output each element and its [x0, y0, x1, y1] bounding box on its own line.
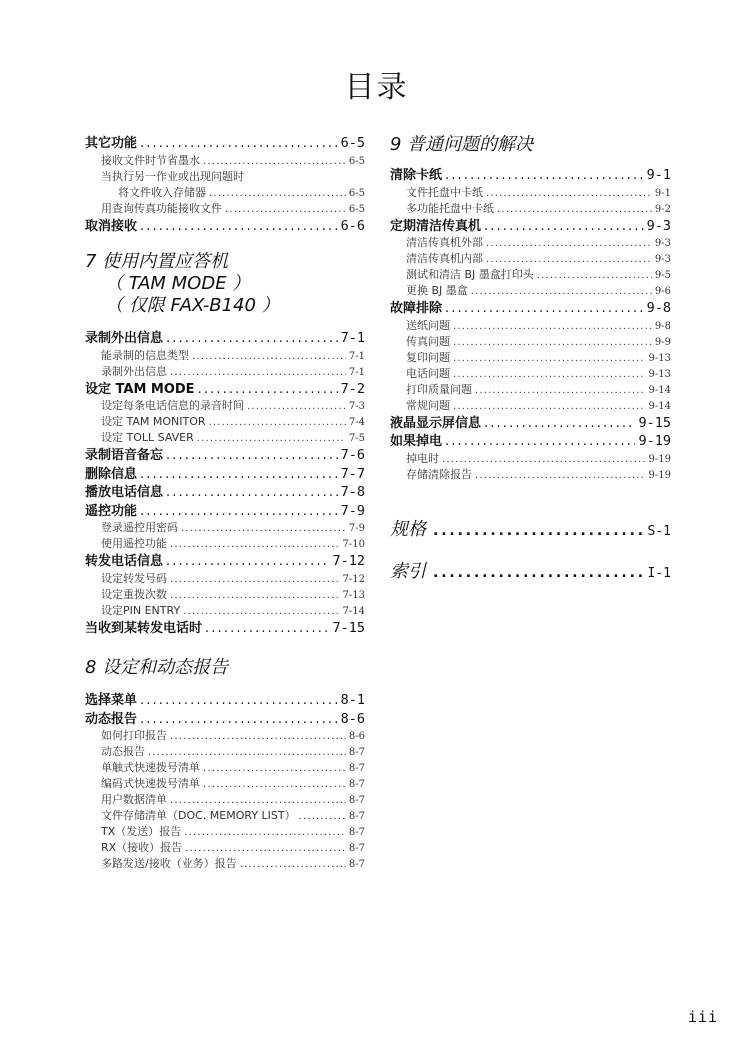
- chapter-heading-line: （ 仅限 FAX-B140 ）: [105, 295, 280, 316]
- leader-dots: [166, 484, 338, 502]
- toc-entry-label: 清洁传真机内部: [406, 252, 483, 265]
- leader-dots: [166, 447, 338, 465]
- toc-entry-label: 文件存储清单（DOC. MEMORY LIST）: [101, 809, 296, 822]
- toc-entry-page: 8-7: [348, 779, 365, 790]
- toc-subsection-entry[interactable]: [85, 201, 365, 217]
- toc-entry-page: 7-5: [348, 433, 365, 444]
- toc-entry-label: 遥控功能: [85, 503, 138, 519]
- toc-subsection-entry[interactable]: [390, 235, 671, 251]
- toc-entry-label: 使用遥控功能: [101, 537, 167, 550]
- leader-dots: [192, 349, 346, 364]
- toc-section-entry[interactable]: [85, 483, 365, 502]
- toc-entry-page: 7-9: [340, 502, 365, 519]
- toc-subsection-entry[interactable]: [85, 792, 365, 808]
- toc-entry-label: 存储清除报告: [406, 467, 472, 481]
- toc-entry-page: 7-3: [348, 401, 365, 412]
- leader-dots: [537, 268, 652, 283]
- chapter-8-entries: [85, 691, 365, 872]
- leader-dots: [170, 537, 340, 552]
- toc-subsection-entry[interactable]: [85, 603, 365, 619]
- toc-subsection-entry[interactable]: [85, 824, 365, 840]
- toc-entry-label: 故障排除: [390, 301, 443, 316]
- toc-entry-page: 9-8: [654, 320, 671, 332]
- leader-dots: [433, 558, 645, 587]
- toc-subsection-entry[interactable]: [390, 350, 671, 366]
- toc-entry-label: 更换 BJ 墨盒: [406, 284, 468, 297]
- leader-dots: [497, 202, 652, 217]
- toc-entry-label: 取消接收: [85, 218, 138, 234]
- toc-entry-page: 6-5: [348, 187, 365, 199]
- toc-section-entry[interactable]: [85, 502, 365, 521]
- toc-entry-label: 清洁传真机外部: [406, 236, 483, 249]
- chapter-7-heading: [85, 251, 365, 317]
- toc-section-entry[interactable]: [85, 446, 365, 465]
- toc-section-entry[interactable]: [85, 619, 365, 638]
- toc-entry-label: 播放电话信息: [85, 485, 164, 500]
- toc-entry-label: 如果掉电: [390, 434, 443, 449]
- toc-subsection-entry[interactable]: [390, 267, 671, 283]
- leader-dots: [198, 381, 338, 399]
- toc-entry-page: 8-6: [348, 731, 365, 742]
- toc-section-entry[interactable]: [85, 710, 365, 729]
- toc-entry-label: 设定 TOLL SAVER: [101, 431, 194, 444]
- toc-section-entry[interactable]: [85, 217, 365, 236]
- toc-subsection-entry[interactable]: [85, 364, 365, 380]
- toc-entry-label: 常规问题: [406, 398, 450, 412]
- toc-subsection-entry[interactable]: [390, 366, 671, 382]
- leader-dots: [170, 572, 340, 587]
- toc-entry-page: 7-13: [342, 589, 365, 601]
- toc-entry-label: RX（接收）报告: [101, 841, 183, 854]
- leader-dots: [166, 330, 338, 348]
- toc-entry-page: 7-2: [340, 380, 365, 397]
- leader-dots: [442, 452, 646, 467]
- toc-entry-label: 删除信息: [85, 466, 138, 482]
- toc-entry-page: I-1: [647, 565, 671, 581]
- toc-entry-page: 7-1: [348, 350, 365, 362]
- toc-entry-label: 定期清洁传真机: [390, 218, 482, 234]
- toc-entry-page: 9-19: [648, 469, 671, 481]
- leader-dots: [247, 399, 346, 414]
- toc-entry-page: 9-6: [654, 286, 671, 297]
- toc-section-entry[interactable]: [85, 552, 365, 571]
- toc-subsection-entry[interactable]: [85, 398, 365, 414]
- leader-dots: [183, 604, 339, 619]
- toc-entry-label: 传真问题: [406, 334, 450, 348]
- toc-entry-page: 9-13: [648, 368, 671, 380]
- toc-entry-page: 9-5: [654, 270, 671, 281]
- toc-entry-page: 9-2: [654, 203, 671, 215]
- toc-entry-label: TX（发送）报告: [101, 825, 182, 838]
- toc-entry-page: 9-3: [654, 238, 671, 249]
- toc-subsection-entry[interactable]: [390, 283, 671, 299]
- page-number: iii: [688, 1008, 719, 1026]
- chapter-heading-line: 9 普通问题的解决: [390, 134, 534, 155]
- toc-section-entry[interactable]: [85, 465, 365, 484]
- leader-dots: [240, 857, 346, 872]
- leader-dots: [445, 433, 635, 451]
- leader-dots: [197, 431, 346, 446]
- toc-entry-page: 7-7: [340, 465, 365, 482]
- leader-dots: [445, 167, 644, 185]
- leader-dots: [140, 503, 338, 521]
- leader-dots: [486, 252, 652, 267]
- leader-dots: [475, 468, 646, 483]
- leader-dots: [203, 777, 346, 792]
- toc-top-entries: [85, 134, 365, 235]
- toc-entry-page: 8-7: [348, 795, 365, 806]
- toc-entry-page: 9-3: [654, 254, 671, 265]
- toc-section-entry[interactable]: [85, 134, 365, 153]
- leader-dots: [170, 365, 346, 380]
- toc-entry-label: 设定PIN ENTRY: [101, 603, 181, 617]
- toc-subsection-entry[interactable]: [390, 451, 671, 467]
- toc-entry-page: 8-7: [348, 843, 365, 854]
- toc-subsection-entry[interactable]: [85, 856, 365, 872]
- toc-subsection-entry[interactable]: [85, 153, 365, 169]
- leader-dots: [181, 521, 346, 536]
- chapter-9-entries: [390, 166, 671, 483]
- toc-entry-page: 9-19: [648, 453, 671, 465]
- toc-entry-label: 设定每条电话信息的录音时间: [101, 399, 244, 412]
- toc-subsection-entry[interactable]: [390, 201, 671, 217]
- leader-dots: [453, 351, 646, 366]
- leader-dots: [140, 711, 338, 729]
- toc-entry-page: 7-9: [348, 523, 365, 534]
- chapter-heading-line: 8 设定和动态报告: [85, 657, 229, 678]
- toc-entry-label: 索引: [390, 560, 426, 582]
- toc-entry-page: 9-15: [638, 414, 671, 431]
- leader-dots: [453, 319, 652, 334]
- leader-dots: [225, 202, 346, 217]
- toc-entry-label: 液晶显示屏信息: [390, 415, 482, 431]
- leader-dots: [209, 186, 346, 201]
- toc-subsection-entry[interactable]: [85, 185, 365, 201]
- toc-entry-label: 用查询传真功能接收文件: [101, 201, 222, 215]
- leader-dots: [453, 335, 652, 350]
- toc-entry-label: 登录遥控用密码: [101, 521, 178, 534]
- leader-dots: [209, 415, 346, 430]
- toc-subsection-entry[interactable]: [390, 334, 671, 350]
- toc-subsection-entry[interactable]: [390, 398, 671, 414]
- toc-entry-label: 录制外出信息: [85, 331, 164, 346]
- leader-dots: [484, 218, 644, 236]
- toc-entry-page: 9-3: [646, 217, 671, 234]
- chapter-heading-line: （ TAM MODE ）: [105, 273, 251, 294]
- toc-entry-label: 转发电话信息: [85, 554, 164, 569]
- toc-entry-label: 设定 TAM MODE: [85, 381, 195, 397]
- leader-dots: [205, 620, 329, 638]
- toc-entry-label: 多功能托盘中卡纸: [406, 201, 494, 215]
- toc-subsection-entry[interactable]: [390, 382, 671, 398]
- toc-entry-label: 用户数据清单: [101, 793, 167, 806]
- toc-entry-page: 8-7: [348, 747, 365, 758]
- leader-dots: [140, 135, 338, 153]
- toc-subsection-entry[interactable]: [85, 808, 365, 824]
- toc-entry-index[interactable]: [390, 557, 671, 587]
- toc-entry-page: 7-4: [348, 417, 365, 428]
- chapter-8-heading: [85, 657, 365, 679]
- toc-entry-label: 录制外出信息: [101, 364, 167, 378]
- toc-subsection-entry[interactable]: [85, 744, 365, 760]
- toc-right-column: [390, 134, 671, 587]
- leader-dots: [140, 692, 338, 710]
- toc-subsection-entry[interactable]: [85, 571, 365, 587]
- leader-dots: [148, 745, 346, 760]
- toc-entry-page: 6-5: [348, 203, 365, 215]
- toc-entry-page: 7-10: [342, 539, 365, 550]
- toc-entry-page: 6-5: [340, 135, 365, 151]
- toc-entry-page: 9-8: [646, 300, 671, 316]
- chapter-7-entries: [85, 329, 365, 637]
- toc-subsection-entry[interactable]: [85, 536, 365, 552]
- toc-entry-label: 将文件收入存储器: [118, 185, 206, 199]
- leader-dots: [203, 154, 346, 169]
- toc-entry-page: 9-14: [648, 400, 671, 412]
- toc-entry-specs[interactable]: [390, 515, 671, 545]
- toc-section-entry[interactable]: [85, 691, 365, 710]
- toc-entry-page: 7-6: [340, 447, 365, 463]
- toc-entry-page: 9-1: [646, 167, 671, 183]
- leader-dots: [453, 399, 646, 414]
- toc-entry-page: 8-7: [348, 827, 365, 838]
- leader-dots: [170, 588, 340, 603]
- toc-entry-label: 选择菜单: [85, 693, 138, 708]
- toc-entry-label: 复印问题: [406, 350, 450, 364]
- toc-entry-label: 如何打印报告: [101, 729, 167, 742]
- toc-entry-label: 录制语音备忘: [85, 448, 164, 463]
- toc-entry-label: 设定转发号码: [101, 571, 167, 585]
- leader-dots: [184, 825, 346, 840]
- toc-entry-label: 动态报告: [101, 745, 145, 758]
- toc-entry-page: 7-12: [332, 553, 365, 569]
- toc-entry-page: 8-7: [348, 763, 365, 774]
- leader-dots: [166, 553, 329, 571]
- toc-left-column: [85, 134, 365, 872]
- leader-dots: [453, 367, 646, 382]
- leader-dots: [185, 841, 346, 856]
- toc-subsection-entry[interactable]: [85, 587, 365, 603]
- toc-section-entry[interactable]: [390, 217, 671, 236]
- toc-subsection-entry[interactable]: [85, 840, 365, 856]
- toc-subsection-entry[interactable]: [390, 185, 671, 201]
- toc-entry-label: 其它功能: [85, 136, 138, 151]
- toc-entry-label: 多路发送/接收（业务）报告: [101, 857, 237, 870]
- toc-entry-page: 8-1: [340, 692, 365, 708]
- leader-dots: [299, 809, 346, 824]
- leader-dots: [445, 300, 644, 318]
- toc-entry-label: 清除卡纸: [390, 168, 443, 183]
- toc-entry-label: 打印质量问题: [406, 382, 472, 396]
- toc-entry-page: 7-12: [342, 573, 365, 585]
- toc-entry-page: 7-15: [332, 619, 365, 636]
- toc-entry-page: 7-14: [342, 605, 365, 617]
- leader-dots: [486, 186, 652, 201]
- toc-section-entry[interactable]: [390, 299, 671, 318]
- toc-entry-page: 6-5: [348, 155, 365, 167]
- toc-section-entry[interactable]: [85, 329, 365, 348]
- toc-entry-label: 掉电时: [406, 451, 439, 465]
- toc-subsection-entry[interactable]: [85, 760, 365, 776]
- toc-entry-label: 电话问题: [406, 366, 450, 380]
- toc-subsection-entry[interactable]: [390, 251, 671, 267]
- leader-dots: [170, 729, 346, 744]
- chapter-9-heading: [390, 134, 671, 156]
- toc-entry-label: 测试和清洁 BJ 墨盒打印头: [406, 268, 534, 281]
- toc-entry-page: 9-19: [638, 433, 671, 449]
- toc-subsection-entry[interactable]: [85, 520, 365, 536]
- toc-entry-page: 9-9: [654, 336, 671, 348]
- toc-entry-label: 送纸问题: [406, 318, 450, 332]
- leader-dots: [203, 761, 346, 776]
- toc-entry-label: 当收到某转发电话时: [85, 620, 203, 636]
- leader-dots: [484, 415, 635, 433]
- toc-entry-label: 接收文件时节省墨水: [101, 153, 200, 167]
- toc-entry-page: 7-1: [340, 330, 365, 346]
- leader-dots: [486, 236, 652, 251]
- toc-entry-label: 编码式快速拨号清单: [101, 777, 200, 790]
- toc-entry-label: 单触式快速拨号清单: [101, 761, 200, 774]
- toc-subsection-entry[interactable]: [85, 776, 365, 792]
- toc-entry-label: 设定重拨次数: [101, 587, 167, 601]
- toc-entry-page: 9-14: [648, 384, 671, 396]
- toc-subsection-entry[interactable]: [390, 318, 671, 334]
- page-title: 目录: [344, 70, 409, 105]
- leader-dots: [433, 516, 645, 545]
- toc-section-entry[interactable]: [390, 414, 671, 433]
- chapter-heading-line: 7 使用内置应答机: [85, 251, 229, 272]
- leader-dots: [170, 793, 346, 808]
- toc-entry-page: 8-7: [348, 859, 365, 870]
- toc-section-entry[interactable]: [85, 380, 365, 399]
- toc-entry-page: 6-6: [340, 217, 365, 234]
- toc-subsection-entry[interactable]: [85, 348, 365, 364]
- toc-entry-page: 7-8: [340, 484, 365, 500]
- toc-subsection-entry[interactable]: [85, 414, 365, 430]
- toc-subsection-entry[interactable]: [85, 430, 365, 446]
- toc-entry-text: 当执行另一作业或出现问题时: [101, 169, 244, 183]
- leader-dots: [475, 383, 646, 398]
- toc-entry-page: 7-1: [348, 366, 365, 378]
- toc-entry-label: 能录制的信息类型: [101, 348, 189, 362]
- toc-entry-label: 动态报告: [85, 711, 138, 727]
- toc-section-entry[interactable]: [390, 166, 671, 185]
- toc-entry-label: 规格: [390, 518, 426, 540]
- leader-dots: [471, 284, 652, 299]
- toc-section-entry[interactable]: [390, 432, 671, 451]
- toc-subsection-entry[interactable]: [390, 467, 671, 483]
- toc-entry-page: 9-1: [654, 187, 671, 199]
- leader-dots: [140, 466, 338, 484]
- leader-dots: [140, 218, 338, 236]
- toc-entry-page: 8-6: [340, 710, 365, 727]
- toc-entry-label: 设定 TAM MONITOR: [101, 415, 206, 428]
- toc-entry-page: S-1: [647, 523, 671, 539]
- toc-entry-page: 9-13: [648, 352, 671, 364]
- toc-subsection-entry[interactable]: [85, 728, 365, 744]
- toc-entry-page: 8-7: [348, 811, 365, 822]
- toc-entry-label: 文件托盘中卡纸: [406, 185, 483, 199]
